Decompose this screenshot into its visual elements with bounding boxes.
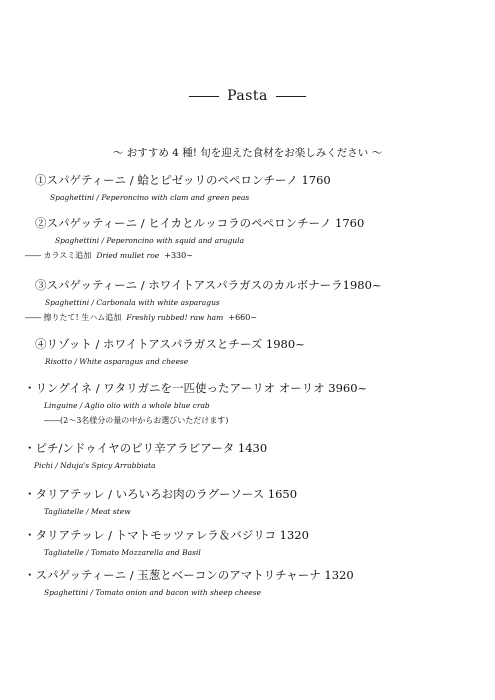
menu-item-english: Spaghettini / Peperoncino with clam and green peas	[50, 193, 250, 202]
page-title: Pasta	[227, 88, 268, 104]
title-rule-left	[189, 96, 219, 97]
menu-item-english: Linguine / Aglio olio with a whole blue crab	[44, 401, 210, 410]
menu-item	[24, 567, 354, 597]
menu-item-name: ①スパゲティーニ / 蛤とピゼッリのペペロンチーノ 1760	[35, 173, 331, 187]
menu-item-addon: ――(2～3名様分の量の中からお選びいただけます)	[44, 416, 229, 425]
menu-item	[24, 527, 309, 557]
menu-item	[25, 215, 365, 261]
menu-item-english: Risotto / White asparagus and cheese	[45, 357, 189, 366]
menu-item-english: Spaghettini / Peperoncino with squid and arugula	[55, 236, 245, 245]
menu-item-name: ・ピチ/ンドゥイヤのピリ辛アラビアータ 1430	[24, 441, 268, 455]
addon-price: +330~	[164, 251, 193, 260]
menu-item-addon	[25, 250, 364, 261]
title-rule-right	[276, 96, 306, 97]
page-title-row	[0, 88, 495, 104]
addon-english: Freshly rubbed! raw ham	[126, 313, 224, 322]
menu-item-english: Spaghettini / Carbonala with white asparagus	[45, 298, 220, 307]
addon-label: ―― カラスミ追加	[25, 251, 92, 260]
menu-item	[24, 380, 367, 426]
menu-item	[24, 440, 267, 470]
menu-item-name: ・タリアテッレ / いろいろお肉のラグーソース 1650	[24, 487, 298, 501]
menu-item	[25, 277, 382, 323]
addon-label: ―― 擦りたて! 生ハム追加	[25, 313, 122, 322]
menu-item	[35, 336, 305, 366]
menu-item-name: ・スパゲッティーニ / 玉葱とベーコンのアマトリチャーナ 1320	[24, 568, 354, 582]
addon-english: Dried mullet roe	[96, 251, 160, 260]
menu-item-addon	[25, 312, 382, 323]
menu-item-english: Spaghettini / Tomato onion and bacon with sheep cheese	[44, 588, 262, 597]
menu-item	[24, 486, 297, 516]
menu-item	[35, 172, 331, 202]
menu-item-english: Tagliatelle / Meat stew	[44, 507, 131, 516]
menu-item-name: ・リングイネ / ワタリガニを一匹使ったアーリオ オーリオ 3960~	[24, 381, 368, 395]
menu-item-name: ③スパゲッティーニ / ホワイトアスパラガスのカルボナーラ1980~	[35, 278, 382, 292]
menu-item-english: Tagliatelle / Tomato Mozzarella and Basil	[44, 548, 201, 557]
menu-item-name: ④リゾット / ホワイトアスパラガスとチーズ 1980~	[35, 337, 305, 351]
addon-price: +660~	[228, 313, 258, 322]
menu-item-english: Pichi / Nduja's Spicy Arrabbiata	[34, 461, 156, 470]
menu-item-name: ・タリアテッレ / トマトモッツァレラ＆バジリコ 1320	[24, 528, 309, 542]
menu-item-name: ②スパゲッティーニ / ヒイカとルッコラのペペロンチーノ 1760	[35, 216, 365, 230]
recommendation-subtitle: ～ おすすめ 4 種! 旬を迎えた食材をお楽しみください ～	[112, 147, 383, 159]
